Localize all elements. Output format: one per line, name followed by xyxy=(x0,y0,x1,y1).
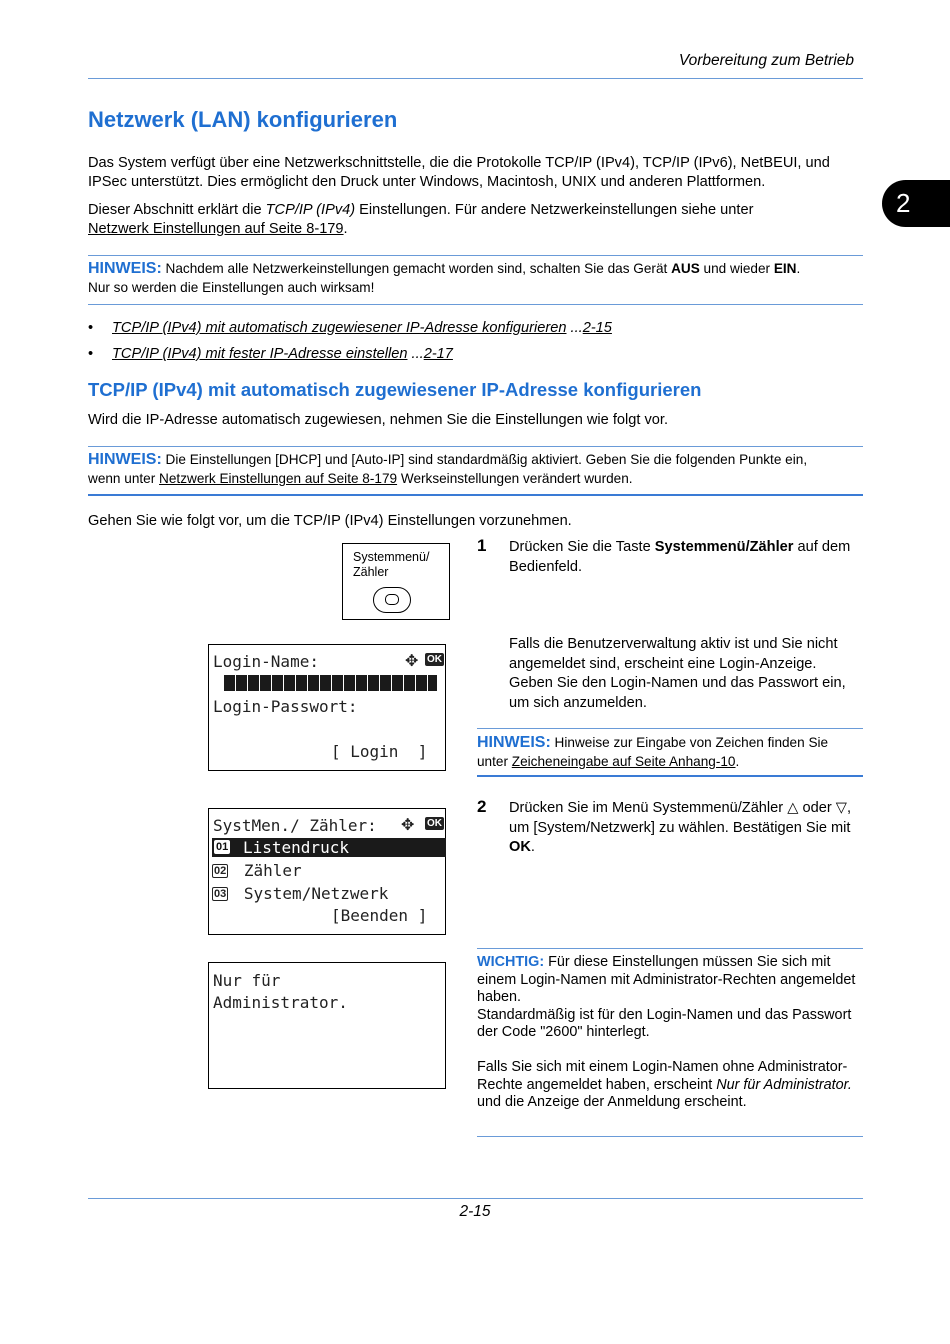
subsection-text: Wird die IP-Adresse automatisch zugewiesen, nehmen Sie die Einstellungen wie folgt vor. xyxy=(88,412,669,428)
selected-menu-item[interactable] xyxy=(212,838,446,857)
step-text: auf dem Bedienfeld. xyxy=(509,539,851,575)
note-label: HINWEIS: xyxy=(88,451,162,468)
key-label-line: Zähler xyxy=(353,565,389,579)
intro-protocol: TCP/IP (IPv4) xyxy=(265,202,356,218)
lcd-login-button[interactable]: [ Login ] xyxy=(331,742,428,761)
toc-dots: ... xyxy=(566,320,583,336)
toc-link[interactable]: TCP/IP (IPv4) mit fester IP-Adresse einstellen xyxy=(112,346,408,362)
lcd-admin-line: Nur für xyxy=(213,971,281,990)
note-text: Hinweise zur Eingabe von Zeichen finden Sie xyxy=(550,735,829,750)
menu-item[interactable] xyxy=(212,884,388,903)
step-2-text xyxy=(509,799,864,858)
key-label-line: Systemmenü/ xyxy=(353,550,430,564)
step-bold: Systemmenü/Zähler xyxy=(654,539,794,555)
step-number: 2 xyxy=(477,797,487,816)
important-label: WICHTIG: xyxy=(477,954,545,970)
header-rule xyxy=(88,78,863,79)
important-box xyxy=(477,954,863,1112)
navigation-icon: ✥ xyxy=(405,651,419,670)
note-bold: AUS xyxy=(671,261,700,276)
bullet: • xyxy=(88,346,94,362)
character-input-link[interactable]: Zeicheneingabe auf Seite Anhang-10 xyxy=(511,754,736,769)
note-rule-top xyxy=(88,255,863,256)
lcd-admin-screen xyxy=(208,962,446,1089)
toc-item-1[interactable] xyxy=(88,320,612,336)
menu-item-number: 01 xyxy=(216,841,229,853)
subsection-title: TCP/IP (IPv4) mit automatisch zugewiesener IP-Adresse konfigurieren xyxy=(88,379,702,400)
key-button-icon xyxy=(373,587,411,613)
step-text: Drücken Sie die Taste xyxy=(509,539,655,555)
lcd-menu-title: SystMen./ Zähler: xyxy=(213,816,377,835)
note-3 xyxy=(477,733,867,771)
important-text: Für diese Einstellungen müssen Sie sich mit einem Login-Namen mit Administrator-Rechten angemeldet haben. xyxy=(477,954,856,1005)
note-text: . xyxy=(735,754,740,769)
note-text: Die Einstellungen [DHCP] und [Auto-IP] sind standardmäßig aktiviert. Geben Sie die folgenden Punkte ein, xyxy=(161,452,808,467)
important-text: Standardmäßig ist für den Login-Namen und das Passwort der Code "2600" hinterlegt. xyxy=(477,1006,852,1040)
network-settings-link[interactable]: Netzwerk Einstellungen auf Seite 8-179 xyxy=(88,221,344,237)
running-header: Vorbereitung zum Betrieb xyxy=(678,52,854,69)
note-label: HINWEIS: xyxy=(88,260,162,277)
step-bold: OK xyxy=(509,839,531,855)
note-2 xyxy=(88,450,868,488)
note-text: . xyxy=(796,261,801,276)
toc-dots: ... xyxy=(407,346,424,362)
toc-link[interactable]: TCP/IP (IPv4) mit automatisch zugewiesener IP-Adresse konfigurieren xyxy=(112,320,567,336)
important-text: Falls Sie sich mit einem Login-Namen ohne Administrator-Rechte angemeldet haben, erscheint xyxy=(477,1059,848,1093)
toc-item-2[interactable] xyxy=(88,346,453,362)
note-text: wenn unter xyxy=(88,471,160,486)
step-1-text xyxy=(509,538,864,577)
page-number: 2-15 xyxy=(459,1203,491,1220)
note-text: und wieder xyxy=(699,261,774,276)
lcd-system-menu-screen xyxy=(208,808,446,935)
menu-item-number: 02 xyxy=(214,865,227,877)
note-text: Werkseinstellungen verändert wurden. xyxy=(397,471,633,486)
step-text: Drücken Sie im Menü Systemmenü/Zähler △ oder ▽, um [System/Netzwerk] zu wählen. Bestätigen Sie mit xyxy=(509,800,852,836)
chapter-tab: 2 xyxy=(882,180,950,227)
lcd-admin-line: Administrator. xyxy=(213,993,348,1012)
menu-item-number: 03 xyxy=(214,888,227,900)
step-1-login-text: Falls die Benutzerverwaltung aktiv ist und Sie nicht angemeldet sind, erscheint eine Login-Anzeige. Geben Sie den Login-Namen und das Passwort ein, um sich anzumelden. xyxy=(509,636,846,711)
menu-item-label: System/Netzwerk xyxy=(243,884,389,903)
note-1 xyxy=(88,259,868,297)
note-rule-bottom xyxy=(88,304,863,305)
lcd-exit-button[interactable]: [Beenden ] xyxy=(331,906,428,925)
step-text: . xyxy=(530,839,535,855)
important-rule-bottom xyxy=(477,1136,863,1137)
lcd-login-name-label: Login-Name: xyxy=(213,652,319,671)
login-name-field[interactable] xyxy=(224,675,437,691)
note-text: unter xyxy=(477,754,512,769)
note-bold: EIN xyxy=(773,261,797,276)
navigation-icon: ✥ xyxy=(401,815,415,834)
note-label: HINWEIS: xyxy=(477,734,551,751)
intro-text: . xyxy=(343,221,348,237)
procedure-intro: Gehen Sie wie folgt vor, um die TCP/IP (IPv4) Einstellungen vorzunehmen. xyxy=(88,513,572,529)
note-text: Nachdem alle Netzwerkeinstellungen gemacht worden sind, schalten Sie das Gerät xyxy=(161,261,672,276)
menu-item-label: Listendruck xyxy=(243,838,349,857)
note-rule-top xyxy=(477,728,863,729)
note-rule-top xyxy=(88,446,863,447)
key-label xyxy=(353,550,429,580)
intro-paragraph-2 xyxy=(88,201,868,239)
important-rule-top xyxy=(477,948,863,949)
section-title: Netzwerk (LAN) konfigurieren xyxy=(88,107,398,132)
intro-text: Dieser Abschnitt erklärt die xyxy=(88,202,266,218)
toc-page-link[interactable]: 2-15 xyxy=(582,320,612,336)
network-settings-link[interactable]: Netzwerk Einstellungen auf Seite 8-179 xyxy=(159,471,398,486)
intro-paragraph-1: Das System verfügt über eine Netzwerkschnittstelle, die die Protokolle TCP/IP (IPv4), TCP/IP (IPv6), NetBEUI, und IPSec unterstützt. Dies ermöglicht den Druck unter Windows, Macintosh, UNIX und anderen Plattformen. xyxy=(88,155,830,190)
footer-rule xyxy=(88,1198,863,1199)
ok-icon: OK xyxy=(427,818,442,829)
intro-text: Einstellungen. Für andere Netzwerkeinstellungen siehe unter xyxy=(355,202,754,218)
ok-icon: OK xyxy=(427,654,442,665)
system-menu-key-illustration xyxy=(342,543,450,620)
menu-item[interactable] xyxy=(212,861,302,880)
lcd-login-screen xyxy=(208,644,446,771)
bullet: • xyxy=(88,320,94,336)
lcd-login-password-label: Login-Passwort: xyxy=(213,697,358,716)
note-rule-bottom xyxy=(477,775,863,777)
menu-item-label: Zähler xyxy=(243,861,302,880)
toc-page-link[interactable]: 2-17 xyxy=(423,346,453,362)
important-italic: Nur für Administrator. xyxy=(716,1076,852,1093)
note-text: Nur so werden die Einstellungen auch wirksam! xyxy=(88,280,375,295)
step-number: 1 xyxy=(477,536,487,555)
important-text: und die Anzeige der Anmeldung erscheint. xyxy=(477,1094,747,1110)
note-rule-bottom xyxy=(88,494,863,496)
